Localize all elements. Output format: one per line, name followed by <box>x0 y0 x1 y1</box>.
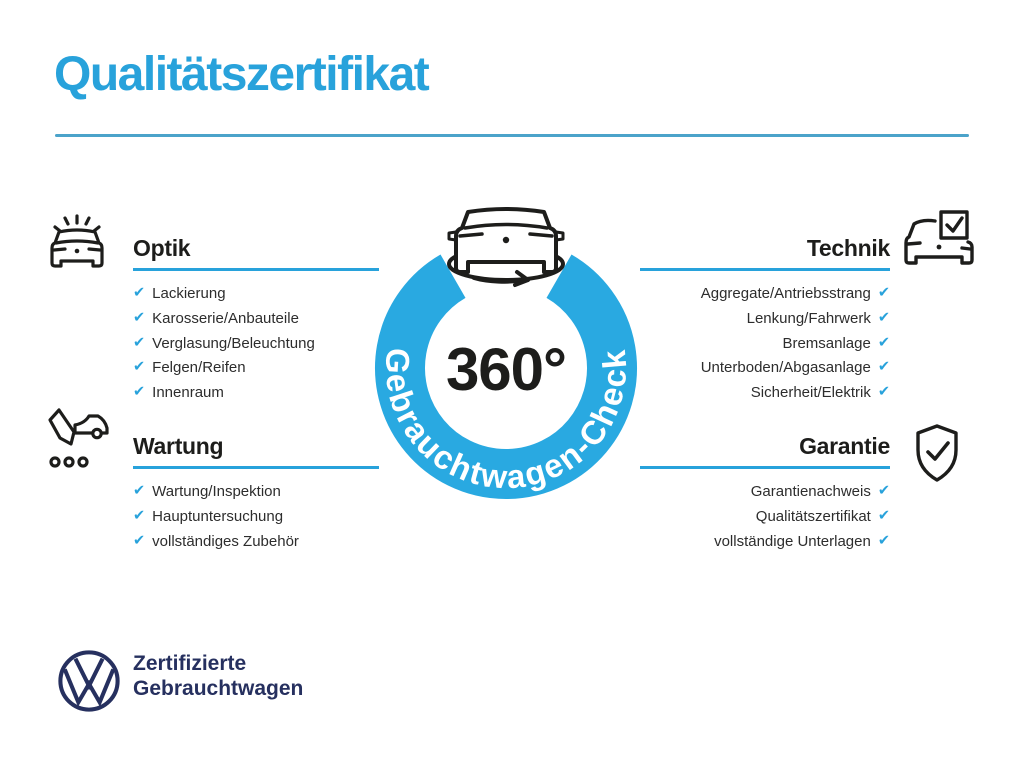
check-icon: ✔ <box>877 285 890 301</box>
check-item <box>640 381 890 406</box>
check-item <box>640 282 890 307</box>
garantie-checklist <box>640 480 890 554</box>
check-item-label: Wartung/Inspektion <box>152 483 281 500</box>
check-item-label: Hauptuntersuchung <box>152 507 284 525</box>
check-icon: ✔ <box>133 483 146 499</box>
check-item <box>133 356 379 381</box>
brand-wordmark <box>133 651 303 701</box>
section-underline <box>640 268 890 271</box>
check-item <box>640 307 890 332</box>
check-item <box>133 307 379 332</box>
check-icon: ✔ <box>877 483 890 499</box>
check-item <box>133 530 379 555</box>
check-item-label: Aggregate/Antriebsstrang <box>700 285 871 302</box>
car-checkbox-icon <box>904 208 978 282</box>
badge-ring-text: Gebrauchtwagen-Check <box>378 346 634 496</box>
check-icon: ✔ <box>133 285 146 301</box>
check-item-label: Garantienachweis <box>750 483 871 500</box>
check-item-label: Karosserie/Anbauteile <box>152 309 299 327</box>
checklist-pen-car-icon <box>42 404 116 480</box>
check-icon: ✔ <box>133 532 146 549</box>
check-item <box>640 530 890 555</box>
360-check-badge <box>350 192 662 522</box>
check-item-label: Felgen/Reifen <box>152 359 246 377</box>
check-icon: ✔ <box>133 359 146 376</box>
car-shine-icon <box>44 212 110 278</box>
rotating-car-icon <box>449 209 563 285</box>
shield-check-icon <box>908 422 966 488</box>
check-icon: ✔ <box>877 334 890 351</box>
check-item-label: vollständige Unterlagen <box>714 532 871 550</box>
technik-checklist <box>640 282 890 406</box>
check-item-label: Qualitätszertifikat <box>755 507 871 525</box>
garantie-section-title: Garantie <box>799 433 890 459</box>
technik-section <box>640 233 890 406</box>
check-item <box>640 480 890 505</box>
optik-section <box>133 233 379 406</box>
check-icon: ✔ <box>877 507 890 524</box>
page-title: Qualitätszertifikat <box>54 48 429 101</box>
check-item <box>133 332 379 357</box>
title-divider <box>55 134 969 137</box>
check-item-label: Innenraum <box>152 384 224 402</box>
brand-line-2: Gebrauchtwagen <box>133 677 304 700</box>
technik-section-title: Technik <box>806 235 890 261</box>
brand-line-1: Zertifizierte <box>133 652 247 675</box>
check-item <box>640 356 890 381</box>
vw-logo <box>57 649 121 713</box>
section-underline <box>640 466 890 469</box>
wartung-checklist <box>133 480 379 554</box>
garantie-section <box>640 431 890 554</box>
check-icon: ✔ <box>877 384 890 401</box>
check-item-label: Verglasung/Beleuchtung <box>152 334 315 352</box>
check-item <box>640 505 890 530</box>
check-item-label: vollständiges Zubehör <box>152 532 299 550</box>
badge-degrees: 360° <box>445 336 567 403</box>
check-item-label: Lenkung/Fahrwerk <box>746 309 871 327</box>
check-item <box>133 480 379 505</box>
section-underline <box>133 466 379 469</box>
wartung-section-title: Wartung <box>133 433 224 459</box>
check-icon: ✔ <box>133 334 146 351</box>
check-item-label: Lackierung <box>152 285 226 302</box>
check-item <box>133 505 379 530</box>
check-icon: ✔ <box>877 359 890 376</box>
check-item <box>133 381 379 406</box>
check-icon: ✔ <box>133 384 146 401</box>
section-underline <box>133 268 379 271</box>
check-icon: ✔ <box>877 309 890 326</box>
check-item-label: Bremsanlage <box>782 334 871 352</box>
check-item-label: Unterboden/Abgasanlage <box>700 359 871 377</box>
check-icon: ✔ <box>133 507 146 524</box>
optik-section-title: Optik <box>133 235 191 261</box>
check-icon: ✔ <box>133 309 146 326</box>
wartung-section <box>133 431 379 554</box>
check-item <box>133 282 379 307</box>
optik-checklist <box>133 282 379 406</box>
check-icon: ✔ <box>877 532 890 549</box>
check-item <box>640 332 890 357</box>
check-item-label: Sicherheit/Elektrik <box>750 384 871 402</box>
